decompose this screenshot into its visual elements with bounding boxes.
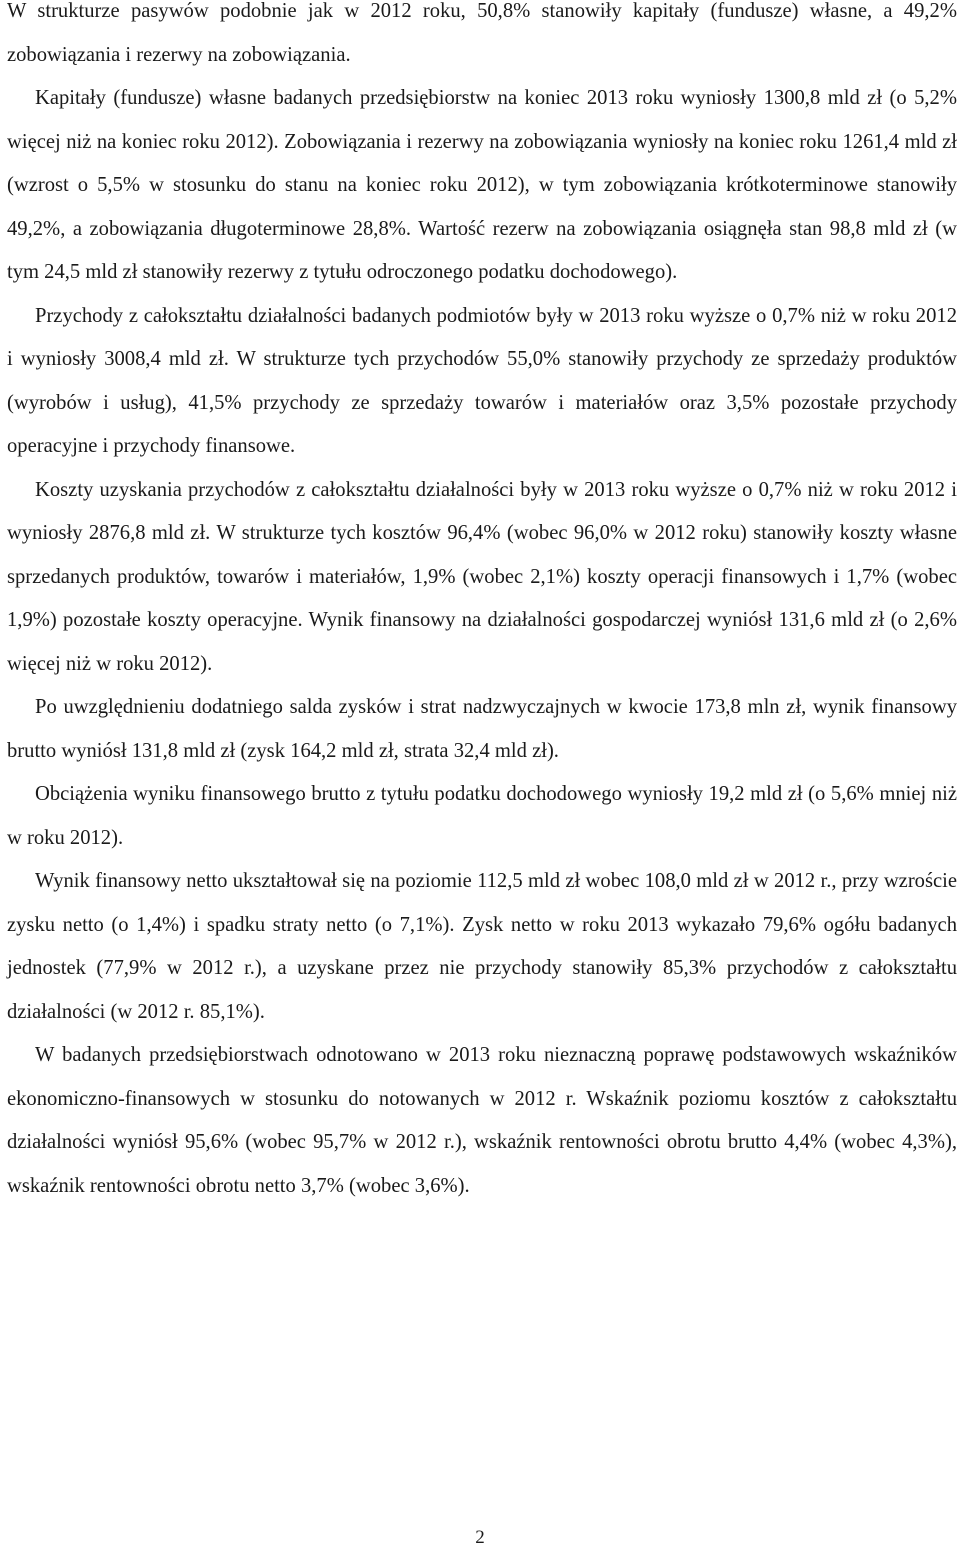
paragraph-income-tax: Obciążenia wyniku finansowego brutto z tytułu podatku dochodowego wyniosły 19,2 mld zł (o 5,6% mniej niż w roku 2012). <box>7 783 957 849</box>
paragraph-indicators: W badanych przedsiębiorstwach odnotowano w 2013 roku nieznaczną poprawę podstawowych wskaźników ekonomiczno-finansowych w stosunku do notowanych w 2012 r. Wskaźnik poziomu kosztów z całokształtu działalności wyniósł 95,6% (wobec 95,7% w 2012 r.), wskaźnik rentowności obrotu brutto 4,4% (wobec 4,3%), wskaźnik rentowności obrotu netto 3,7% (wobec 3,6%). <box>7 1044 957 1197</box>
paragraph-revenues: Przychody z całokształtu działalności badanych podmiotów były w 2013 roku wyższe o 0,7% niż w roku 2012 i wyniosły 3008,4 mld zł. W strukturze tych przychodów 55,0% stanowiły przychody ze sprzedaży produktów (wyrobów i usług), 41,5% przychody ze sprzedaży towarów i materiałów oraz 3,5% pozostałe przychody operacyjne i przychody finansowe. <box>7 304 957 457</box>
paragraph-equity-and-liabilities: Kapitały (fundusze) własne badanych przedsiębiorstw na koniec 2013 roku wyniosły 1300,8 mld zł (o 5,2% więcej niż na koniec roku 2012). Zobowiązania i rezerwy na zobowiązania wyniosły na koniec roku 1261,4 mld zł (wzrost o 5,5% w stosunku do stanu na koniec roku 2012), w tym zobowiązania krótkoterminowe stanowiły 49,2%, a zobowiązania długoterminowe 28,8%. Wartość rezerw na zobowiązania osiągnęła stan 98,8 mld zł (w tym 24,5 mld zł stanowiły rezerwy z tytułu odroczonego podatku dochodowego). <box>7 87 957 283</box>
document-page <box>7 0 957 1208</box>
paragraph-gross-result: Po uwzględnieniu dodatniego salda zysków i strat nadzwyczajnych w kwocie 173,8 mln zł, wynik finansowy brutto wyniósł 131,8 mld zł (zysk 164,2 mld zł, strata 32,4 mld zł). <box>7 696 957 762</box>
paragraph-liabilities-structure: W strukturze pasywów podobnie jak w 2012 roku, 50,8% stanowiły kapitały (fundusze) własne, a 49,2% zobowiązania i rezerwy na zobowiązania. <box>7 0 957 66</box>
page-number: 2 <box>475 1527 485 1548</box>
paragraph-costs: Koszty uzyskania przychodów z całokształtu działalności były w 2013 roku wyższe o 0,7% niż w roku 2012 i wyniosły 2876,8 mld zł. W strukturze tych kosztów 96,4% (wobec 96,0% w 2012 roku) stanowiły koszty własne sprzedanych produktów, towarów i materiałów, 1,9% (wobec 2,1%) koszty operacji finansowych i 1,7% (wobec 1,9%) pozostałe koszty operacyjne. Wynik finansowy na działalności gospodarczej wyniósł 131,6 mld zł (o 2,6% więcej niż w roku 2012). <box>7 478 957 675</box>
paragraph-net-result: Wynik finansowy netto ukształtował się na poziomie 112,5 mld zł wobec 108,0 mld zł w 2012 r., przy wzroście zysku netto (o 1,4%) i spadku straty netto (o 7,1%). Zysk netto w roku 2013 wykazało 79,6% ogółu badanych jednostek (77,9% w 2012 r.), a uzyskane przez nie przychody stanowiły 85,3% przychodów z całokształtu działalności (w 2012 r. 85,1%). <box>7 870 957 1023</box>
